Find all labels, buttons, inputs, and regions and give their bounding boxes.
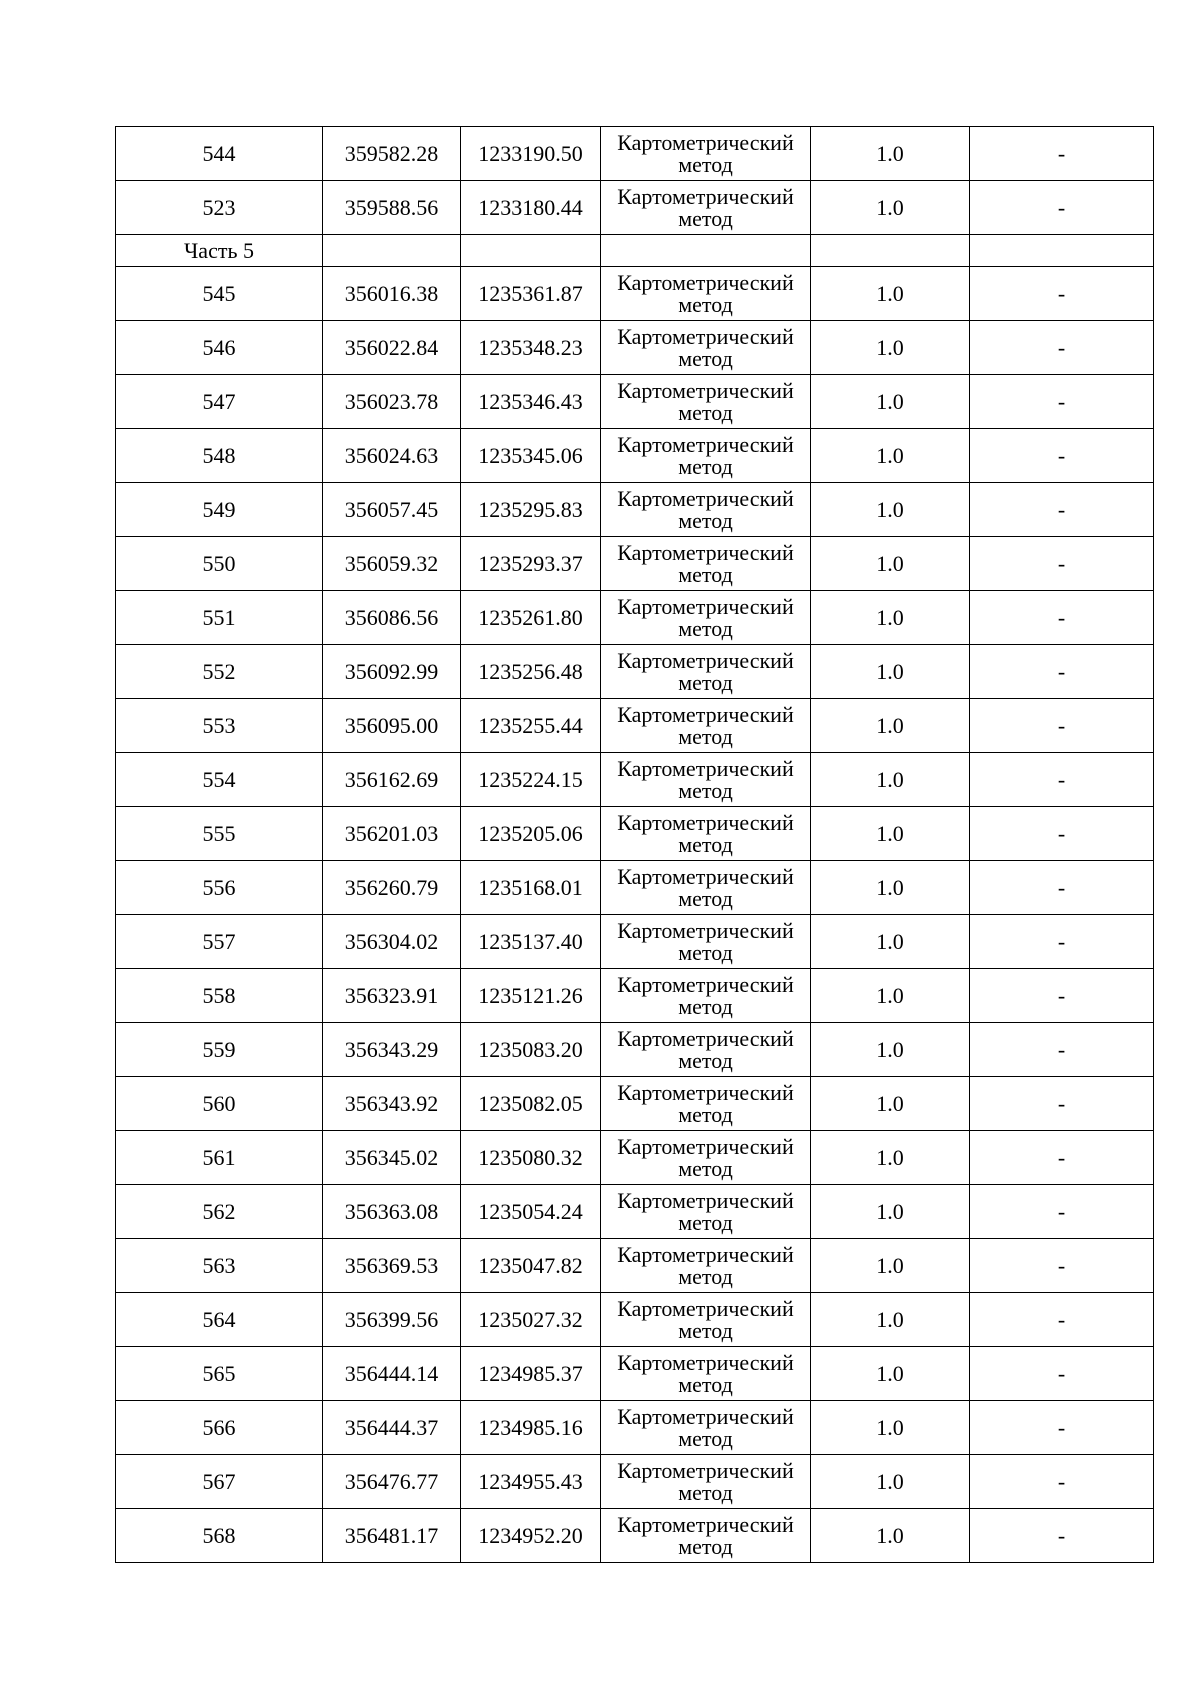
point-number-cell: 560 [116,1077,323,1131]
accuracy-cell: 1.0 [811,127,970,181]
accuracy-cell: 1.0 [811,267,970,321]
table-row [116,645,1154,699]
method-cell [601,537,811,591]
accuracy-cell: 1.0 [811,429,970,483]
description-cell: - [970,753,1154,807]
method-line-1: Картометрический [617,377,794,403]
x-coordinate-cell: 356323.91 [323,969,461,1023]
y-coordinate-cell: 1235082.05 [461,1077,601,1131]
accuracy-cell: 1.0 [811,861,970,915]
accuracy-cell: 1.0 [811,1077,970,1131]
method-line-1: Картометрический [617,1187,794,1213]
y-coordinate-cell: 1235346.43 [461,375,601,429]
y-coordinate-cell: 1235168.01 [461,861,601,915]
method-line-1: Картометрический [617,1511,794,1537]
method-cell [601,181,811,235]
accuracy-cell: 1.0 [811,807,970,861]
y-coordinate-cell: 1234952.20 [461,1509,601,1563]
x-coordinate-cell: 356022.84 [323,321,461,375]
description-cell: - [970,1455,1154,1509]
method-line-1: Картометрический [617,539,794,565]
description-cell: - [970,483,1154,537]
table-row [116,1077,1154,1131]
accuracy-cell: 1.0 [811,1347,970,1401]
method-line-2: метод [678,1425,733,1451]
point-number-cell: 562 [116,1185,323,1239]
y-coordinate-cell: 1233180.44 [461,181,601,235]
point-number-cell: 556 [116,861,323,915]
x-coordinate-cell: 356059.32 [323,537,461,591]
description-cell: - [970,645,1154,699]
y-coordinate-cell: 1235047.82 [461,1239,601,1293]
method-line-2: метод [678,723,733,749]
accuracy-cell: 1.0 [811,537,970,591]
method-line-2: метод [678,1371,733,1397]
method-cell [601,1347,811,1401]
method-line-1: Картометрический [617,809,794,835]
description-cell: - [970,591,1154,645]
description-cell: - [970,1023,1154,1077]
method-line-2: метод [678,1155,733,1181]
method-line-1: Картометрический [617,269,794,295]
x-coordinate-cell: 356260.79 [323,861,461,915]
description-cell: - [970,1293,1154,1347]
method-line-2: метод [678,151,733,177]
description-cell: - [970,1131,1154,1185]
point-number-cell: 551 [116,591,323,645]
accuracy-cell: 1.0 [811,645,970,699]
description-cell: - [970,699,1154,753]
point-number-cell: 561 [116,1131,323,1185]
point-number-cell: 559 [116,1023,323,1077]
point-number-cell: 523 [116,181,323,235]
accuracy-cell: 1.0 [811,969,970,1023]
method-line-1: Картометрический [617,183,794,209]
description-cell: - [970,1347,1154,1401]
empty-cell [461,235,601,267]
description-cell: - [970,1509,1154,1563]
method-line-1: Картометрический [617,1349,794,1375]
description-cell: - [970,375,1154,429]
x-coordinate-cell: 356024.63 [323,429,461,483]
x-coordinate-cell: 356399.56 [323,1293,461,1347]
point-number-cell: 546 [116,321,323,375]
table-row [116,321,1154,375]
method-cell [601,753,811,807]
accuracy-cell: 1.0 [811,591,970,645]
method-line-1: Картометрический [617,1133,794,1159]
method-line-1: Картометрический [617,431,794,457]
point-number-cell: 545 [116,267,323,321]
empty-cell [970,235,1154,267]
accuracy-cell: 1.0 [811,1509,970,1563]
point-number-cell: 558 [116,969,323,1023]
y-coordinate-cell: 1235080.32 [461,1131,601,1185]
description-cell: - [970,1185,1154,1239]
method-line-1: Картометрический [617,755,794,781]
x-coordinate-cell: 359582.28 [323,127,461,181]
method-line-2: метод [678,939,733,965]
method-cell [601,861,811,915]
empty-cell [323,235,461,267]
x-coordinate-cell: 356343.92 [323,1077,461,1131]
x-coordinate-cell: 356343.29 [323,1023,461,1077]
table-row [116,1239,1154,1293]
x-coordinate-cell: 356369.53 [323,1239,461,1293]
method-cell [601,483,811,537]
x-coordinate-cell: 356095.00 [323,699,461,753]
method-line-1: Картометрический [617,917,794,943]
y-coordinate-cell: 1235348.23 [461,321,601,375]
table-row [116,969,1154,1023]
x-coordinate-cell: 356444.37 [323,1401,461,1455]
method-line-2: метод [678,507,733,533]
y-coordinate-cell: 1234985.16 [461,1401,601,1455]
table-row [116,753,1154,807]
method-line-2: метод [678,669,733,695]
point-number-cell: 547 [116,375,323,429]
description-cell: - [970,969,1154,1023]
point-number-cell: 553 [116,699,323,753]
method-line-1: Картометрический [617,863,794,889]
accuracy-cell: 1.0 [811,1239,970,1293]
y-coordinate-cell: 1235361.87 [461,267,601,321]
y-coordinate-cell: 1235054.24 [461,1185,601,1239]
accuracy-cell: 1.0 [811,1185,970,1239]
method-line-1: Картометрический [617,1241,794,1267]
method-line-2: метод [678,1263,733,1289]
table-row [116,1131,1154,1185]
method-line-2: метод [678,1317,733,1343]
method-line-2: метод [678,1101,733,1127]
method-line-1: Картометрический [617,129,794,155]
method-cell [601,1293,811,1347]
method-cell [601,645,811,699]
method-cell [601,375,811,429]
x-coordinate-cell: 356162.69 [323,753,461,807]
point-number-cell: 548 [116,429,323,483]
accuracy-cell: 1.0 [811,915,970,969]
method-line-2: метод [678,205,733,231]
x-coordinate-cell: 356481.17 [323,1509,461,1563]
method-line-1: Картометрический [617,1403,794,1429]
accuracy-cell: 1.0 [811,753,970,807]
method-cell [601,1239,811,1293]
table-row [116,1509,1154,1563]
table-row [116,267,1154,321]
accuracy-cell: 1.0 [811,321,970,375]
y-coordinate-cell: 1235261.80 [461,591,601,645]
y-coordinate-cell: 1235295.83 [461,483,601,537]
method-cell [601,591,811,645]
point-number-cell: 550 [116,537,323,591]
table-row [116,807,1154,861]
table-row [116,591,1154,645]
table-row [116,375,1154,429]
empty-cell [811,235,970,267]
x-coordinate-cell: 356023.78 [323,375,461,429]
x-coordinate-cell: 356086.56 [323,591,461,645]
point-number-cell: 568 [116,1509,323,1563]
method-line-1: Картометрический [617,647,794,673]
method-cell [601,267,811,321]
method-line-2: метод [678,1209,733,1235]
accuracy-cell: 1.0 [811,1455,970,1509]
part-label: Часть 5 [116,235,323,267]
table-row [116,429,1154,483]
x-coordinate-cell: 356363.08 [323,1185,461,1239]
method-line-2: метод [678,1479,733,1505]
description-cell: - [970,915,1154,969]
description-cell: - [970,861,1154,915]
x-coordinate-cell: 356476.77 [323,1455,461,1509]
method-line-2: метод [678,345,733,371]
table-row [116,537,1154,591]
method-line-1: Картометрический [617,485,794,511]
description-cell: - [970,127,1154,181]
point-number-cell: 563 [116,1239,323,1293]
description-cell: - [970,1239,1154,1293]
method-cell [601,915,811,969]
table-row [116,1023,1154,1077]
y-coordinate-cell: 1235083.20 [461,1023,601,1077]
point-number-cell: 566 [116,1401,323,1455]
coordinates-table-body [116,127,1154,1563]
method-line-2: метод [678,993,733,1019]
y-coordinate-cell: 1235345.06 [461,429,601,483]
accuracy-cell: 1.0 [811,375,970,429]
x-coordinate-cell: 356345.02 [323,1131,461,1185]
description-cell: - [970,1077,1154,1131]
method-line-2: метод [678,831,733,857]
accuracy-cell: 1.0 [811,699,970,753]
y-coordinate-cell: 1235255.44 [461,699,601,753]
accuracy-cell: 1.0 [811,1293,970,1347]
method-cell [601,1185,811,1239]
table-row [116,699,1154,753]
method-cell [601,1131,811,1185]
method-line-2: метод [678,291,733,317]
accuracy-cell: 1.0 [811,483,970,537]
point-number-cell: 552 [116,645,323,699]
part-header-row [116,235,1154,267]
x-coordinate-cell: 356057.45 [323,483,461,537]
method-line-1: Картометрический [617,1025,794,1051]
point-number-cell: 554 [116,753,323,807]
method-line-1: Картометрический [617,971,794,997]
method-line-2: метод [678,1533,733,1559]
table-row [116,127,1154,181]
description-cell: - [970,537,1154,591]
point-number-cell: 567 [116,1455,323,1509]
method-cell [601,1401,811,1455]
description-cell: - [970,181,1154,235]
point-number-cell: 555 [116,807,323,861]
y-coordinate-cell: 1233190.50 [461,127,601,181]
method-cell [601,1509,811,1563]
method-line-1: Картометрический [617,1295,794,1321]
description-cell: - [970,1401,1154,1455]
empty-cell [601,235,811,267]
method-line-2: метод [678,399,733,425]
table-row [116,1185,1154,1239]
y-coordinate-cell: 1235027.32 [461,1293,601,1347]
table-row [116,181,1154,235]
table-row [116,861,1154,915]
point-number-cell: 549 [116,483,323,537]
method-line-2: метод [678,885,733,911]
point-number-cell: 544 [116,127,323,181]
accuracy-cell: 1.0 [811,181,970,235]
table-row [116,1293,1154,1347]
y-coordinate-cell: 1235293.37 [461,537,601,591]
table-row [116,1347,1154,1401]
accuracy-cell: 1.0 [811,1131,970,1185]
description-cell: - [970,807,1154,861]
x-coordinate-cell: 356201.03 [323,807,461,861]
method-line-1: Картометрический [617,1079,794,1105]
method-cell [601,429,811,483]
method-cell [601,321,811,375]
coordinates-table [115,126,1154,1563]
method-cell [601,127,811,181]
method-line-2: метод [678,1047,733,1073]
method-line-2: метод [678,777,733,803]
method-line-2: метод [678,615,733,641]
method-cell [601,969,811,1023]
x-coordinate-cell: 356092.99 [323,645,461,699]
point-number-cell: 565 [116,1347,323,1401]
method-line-1: Картометрический [617,701,794,727]
y-coordinate-cell: 1234955.43 [461,1455,601,1509]
y-coordinate-cell: 1234985.37 [461,1347,601,1401]
x-coordinate-cell: 356304.02 [323,915,461,969]
y-coordinate-cell: 1235256.48 [461,645,601,699]
table-row [116,915,1154,969]
y-coordinate-cell: 1235205.06 [461,807,601,861]
y-coordinate-cell: 1235121.26 [461,969,601,1023]
x-coordinate-cell: 356444.14 [323,1347,461,1401]
method-line-2: метод [678,453,733,479]
method-cell [601,699,811,753]
description-cell: - [970,429,1154,483]
y-coordinate-cell: 1235137.40 [461,915,601,969]
method-cell [601,1023,811,1077]
method-line-1: Картометрический [617,593,794,619]
table-row [116,1455,1154,1509]
description-cell: - [970,267,1154,321]
method-cell [601,807,811,861]
table-row [116,483,1154,537]
table-row [116,1401,1154,1455]
point-number-cell: 557 [116,915,323,969]
method-line-1: Картометрический [617,1457,794,1483]
method-cell [601,1455,811,1509]
point-number-cell: 564 [116,1293,323,1347]
method-line-1: Картометрический [617,323,794,349]
x-coordinate-cell: 356016.38 [323,267,461,321]
accuracy-cell: 1.0 [811,1401,970,1455]
method-line-2: метод [678,561,733,587]
method-cell [601,1077,811,1131]
x-coordinate-cell: 359588.56 [323,181,461,235]
y-coordinate-cell: 1235224.15 [461,753,601,807]
description-cell: - [970,321,1154,375]
accuracy-cell: 1.0 [811,1023,970,1077]
